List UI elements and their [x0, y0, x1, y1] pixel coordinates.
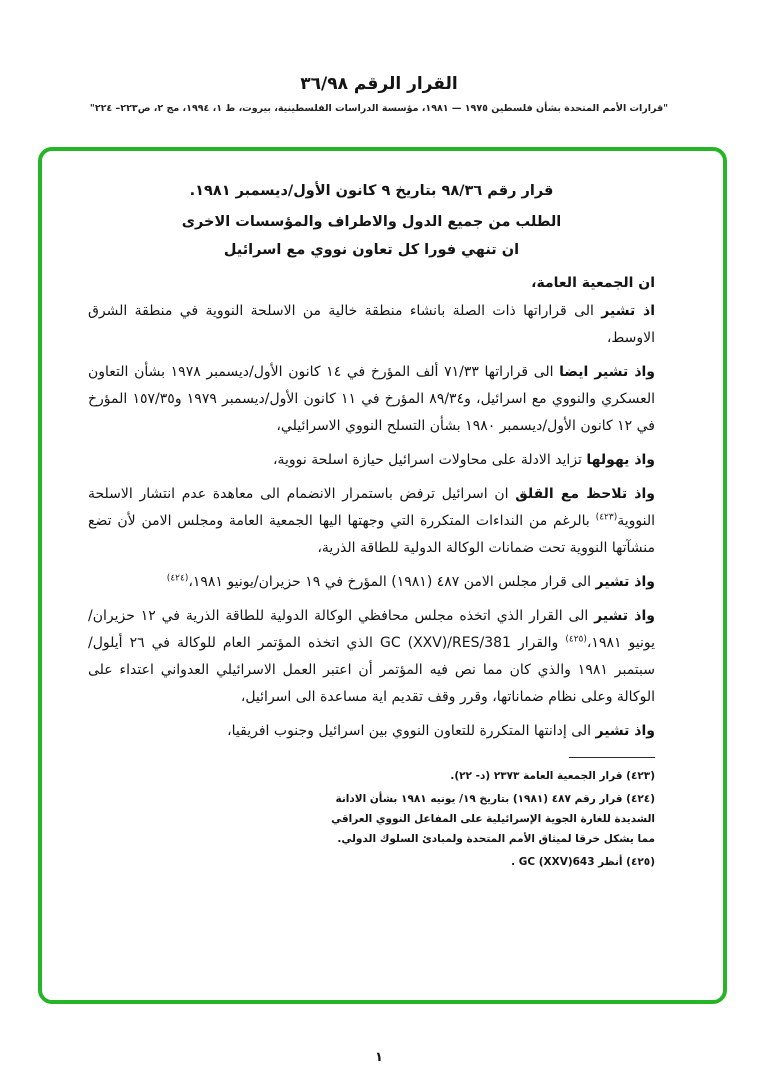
paragraph-text: ان اسرائيل ترفض باستمرار الانضمام الى معاهدة عدم انتشار الاسلحة النووية [88, 486, 655, 529]
paragraph-text: الى إدانتها المتكررة للتعاون النووي بين اسرائيل وجنوب افريقيا، [227, 723, 596, 739]
footnote-marker: (٤٢٤) [166, 573, 189, 584]
paragraph-lead: واذ يهولها [586, 452, 655, 468]
body-paragraph [88, 481, 655, 562]
paragraph-lead: واذ تشير [595, 574, 655, 590]
paragraph-text: الى القرار الذي اتخذه مجلس محافظي الوكالة الدولية للطاقة الذرية في ١٢ حزيران/يونيو ١٩٨١، [88, 608, 656, 651]
page-header [0, 74, 758, 114]
paragraph-text: تزايد الادلة على محاولات اسرائيل حيازة اسلحة نووية، [272, 452, 587, 468]
body-paragraph [88, 298, 655, 352]
footnote-separator-rule [569, 757, 655, 758]
source-citation: "قرارات الأمم المتحدة بشأن فلسطين ١٩٧٥ — ١٩٨١، مؤسسة الدراسات الفلسطينية، بيروت، ط ١، ١٩٩٤، مج ٢، ص٢٢٣– ٢٢٤" [89, 103, 669, 114]
resolution-scan-frame [38, 147, 727, 1004]
body-paragraph [88, 447, 655, 474]
paragraph-lead: واذ تشير ايضا [559, 364, 656, 380]
paragraph-text: بالرغم من النداءات المتكررة التي وجهتها اليها الجمعية العامة ومجلس الامن لأن تضع منشآتها النووية تحت ضمانات الوكالة الدولية للطاقة الذرية، [88, 513, 655, 556]
body-paragraph [88, 718, 655, 745]
paragraph-lead: واذ تشير [594, 608, 655, 624]
resolution-heading-line3: ان تنهي فورا كل تعاون نووي مع اسرائيل [223, 242, 520, 258]
body-paragraph [88, 603, 655, 711]
footnote-424: (٤٢٤) قرار رقم ٤٨٧ (١٩٨١) بتاريخ ١٩/ يونيه ١٩٨١ بشأن الادانة الشديدة للغارة الجوية الإسرائيلية على المفاعل النووي العراقي مما يشكل خرقا لميثاق الأمم المتحدة ولمبادئ السلوك الدولي. [331, 793, 655, 845]
paragraph-lead: اذ تشير [601, 303, 655, 319]
page-number: ١ [375, 1050, 383, 1065]
paragraph-lead: واذ تلاحظ مع القلق [515, 486, 655, 502]
paragraph-text: الى قراراتها ذات الصلة بانشاء منطقة خالية من الاسلحة النووية في منطقة الشرق الاوسط، [88, 303, 655, 346]
paragraph-text: والقرار GC (XXV)/RES/381 الذي اتخذه المؤتمر العام للوكالة في ٢٦ أيلول/سبتمبر ١٩٨١ والذي كان مما نص فيه المؤتمر أن اعتبر العمل الاسرائيلي العدواني اعتداء على الوكالة وعلى نظام ضماناتها، وقرر وقف تقديم اية مساعدة الى اسرائيل، [88, 635, 655, 705]
body-paragraph [88, 359, 655, 440]
paragraph-lead: واذ تشير [595, 723, 655, 739]
body-paragraph [88, 569, 655, 596]
paragraph-text: الى قرار مجلس الامن ٤٨٧ (١٩٨١) المؤرخ في ١٩ حزيران/يونيو ١٩٨١، [188, 574, 596, 590]
resolution-heading-line1: قرار رقم ٩٨/٣٦ بتاريخ ٩ كانون الأول/ديسمبر ١٩٨١. [189, 183, 554, 199]
footnotes-section [88, 766, 655, 872]
footnote-marker: (٤٢٣) [595, 512, 618, 523]
resolution-heading-line2: الطلب من جميع الدول والاطراف والمؤسسات الاخرى [181, 214, 562, 230]
opening-phrase: ان الجمعية العامة، [531, 275, 655, 291]
footnote-marker: (٤٢٥) [565, 634, 587, 645]
footnote-423: (٤٢٣) قرار الجمعية العامة ٢٣٧٣ (د- ٢٢). [450, 770, 655, 782]
page-title: القرار الرقم ٣٦/٩٨ [300, 74, 458, 94]
paragraph-text: الى قراراتها ٧١/٣٣ ألف المؤرخ في ١٤ كانون الأول/ديسمبر ١٩٧٨ بشأن التعاون العسكري والنووي مع اسرائيل، و٨٩/٣٤ المؤرخ في ١١ كانون الأول/ديسمبر ١٩٧٩ و١٥٧/٣٥ المؤرخ في ١٢ كانون الأول/ديسمبر ١٩٨٠ بشأن التسلح النووي الاسرائيلي، [88, 364, 655, 434]
footnote-425: (٤٢٥) أنظر GC (XXV)643 . [511, 856, 655, 868]
